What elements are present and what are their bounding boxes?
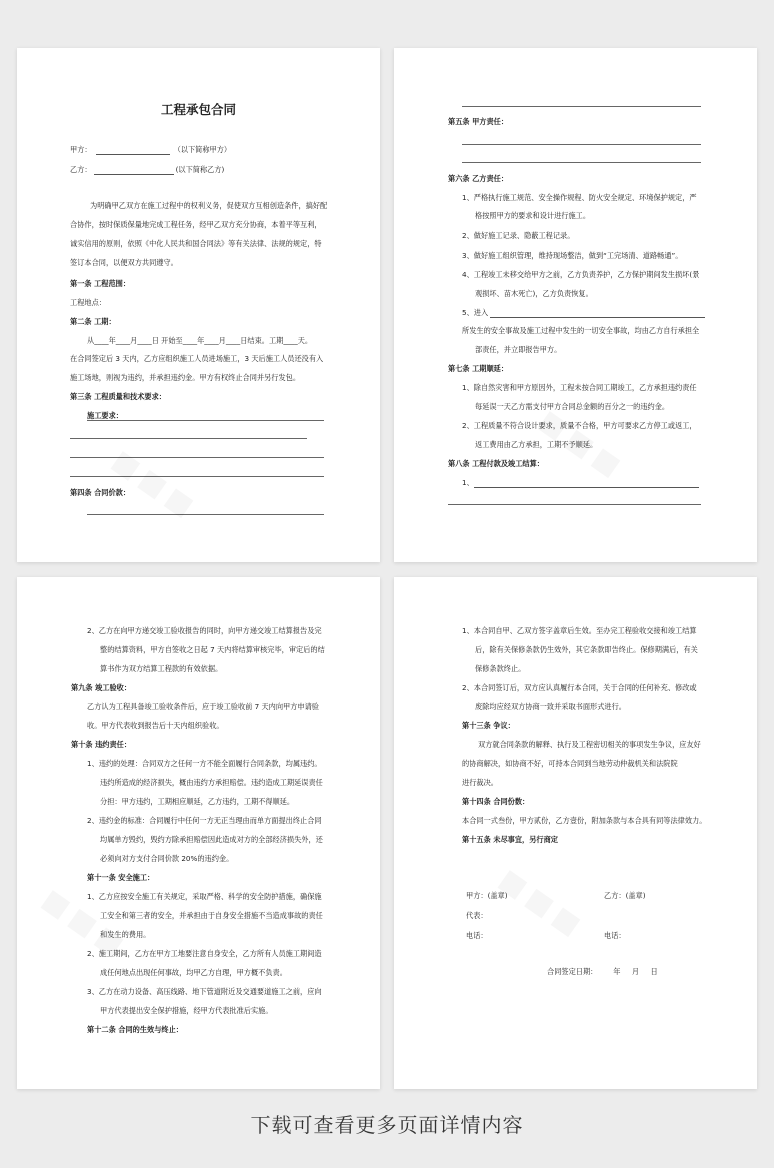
- acceptance-line-1: 乙方认为工程具备竣工验收条件后，应于竣工验收前 7 天内向甲方申请验: [87, 702, 319, 711]
- period-line-2: 在合同签定后 3 天内，乙方应组织施工人员进场施工，3 天后施工人员还没有入: [70, 354, 324, 363]
- blank-line: [70, 476, 324, 477]
- document-page-3: [17, 577, 380, 1089]
- duty-2: 2、做好施工记录、隐蔽工程记录。: [462, 231, 575, 240]
- site-label: 工程地点：: [70, 298, 106, 307]
- duty-5: 5、进入: [462, 307, 705, 318]
- representative-label: 代表：: [466, 911, 488, 920]
- period-line-3: 施工场地，则视为违约，并承担违约金。甲方有权终止合同并另行发包。: [70, 373, 301, 382]
- blank-line: [462, 106, 701, 107]
- delay-2b: 返工费用由乙方承担，工期不予顺延。: [475, 440, 598, 449]
- blank-line: [70, 438, 307, 439]
- period-line: 从____年____月____日 开始至____年____月____日结束。工期____天。: [87, 336, 313, 345]
- duty-5b: 所发生的安全事故及施工过程中发生的一切安全事故，均由乙方自行承担全: [462, 326, 700, 335]
- safety-line-7: 甲方代表提出安全保护措施，经甲方代表批准后实施。: [100, 1006, 273, 1015]
- safety-line-6: 3、乙方在动力设备、高压线路、地下管道附近及交通要道施工之前，应向: [87, 987, 322, 996]
- settlement-line-3: 算书作为双方结算工程款的有效依据。: [100, 664, 223, 673]
- article-11-heading: 第十一条 安全施工：: [87, 873, 155, 882]
- settlement-line-2: 整的结算资料，甲方自签收之日起 7 天内将结算审核完毕，审定后的结: [100, 645, 325, 654]
- intro-line-1: 为明确甲乙双方在施工过程中的权利义务，促使双方互相创造条件，搞好配: [90, 201, 328, 210]
- party-b-label: 乙方： (以下简称乙方): [70, 165, 225, 174]
- watermark: [493, 862, 592, 945]
- breach-line-1: 1、违约的处理：合同双方之任何一方不能全面履行合同条款，均属违约。: [87, 759, 322, 768]
- breach-line-6: 必须向对方支付合同价款 20%的违约金。: [100, 854, 234, 863]
- dispute-line-1: 双方就合同条款的解释、执行及工程密切相关的事项发生争议，应友好: [478, 740, 701, 749]
- article-3-heading: 第三条 工程质量和技术要求：: [70, 392, 166, 401]
- safety-line-4: 2、施工期间，乙方在甲方工地要注意自身安全，乙方所有人员施工期间造: [87, 949, 322, 958]
- duty-5c: 部责任，并立即报告甲方。: [475, 345, 562, 354]
- phone-label-a: 电话：: [466, 931, 488, 940]
- breach-line-2: 违约所造成的经济损失，概由违约方承担赔偿。违约造成工期延误责任: [100, 778, 323, 787]
- duty-3: 3、做好施工组织管理，维持现场整洁，做到“工完场清、道路畅通”。: [462, 251, 683, 260]
- phone-label-b: 电话：: [604, 931, 626, 940]
- article-7-heading: 第七条 工期顺延：: [448, 364, 509, 373]
- article-13-heading: 第十三条 争议：: [462, 721, 515, 730]
- article-6-heading: 第六条 乙方责任：: [448, 174, 509, 183]
- validity-line-3: 保修条款终止。: [475, 664, 526, 673]
- validity-line-4: 2、本合同签订后，双方应认真履行本合同，关于合同的任何补充、修改或: [462, 683, 697, 692]
- document-page-4: [394, 577, 757, 1089]
- breach-line-3: 分担：甲方违约，工期相应顺延，乙方违约，工期不得顺延。: [100, 797, 295, 806]
- intro-line-4: 签订本合同，以便双方共同遵守。: [70, 258, 178, 267]
- validity-line-5: 废除均应经双方协商一致并采取书面形式进行。: [475, 702, 626, 711]
- dispute-line-2: 的协商解决，如协商不好，可持本合同到当地劳动仲裁机关和法院院: [462, 759, 678, 768]
- article-9-heading: 第九条 竣工验收：: [71, 683, 132, 692]
- duty-1a: 1、严格执行施工规范、安全操作规程、防火安全规定、环境保护规定，严: [462, 193, 697, 202]
- article-10-heading: 第十条 违约责任：: [71, 740, 132, 749]
- article-14-heading: 第十四条 合同份数：: [462, 797, 530, 806]
- delay-1b: 每延误一天乙方需支付甲方合同总金额的百分之一的违约金。: [475, 402, 670, 411]
- breach-line-5: 均属单方毁约，毁约方除承担赔偿因此造成对方的全部经济损失外，还: [100, 835, 323, 844]
- blank-line: [462, 162, 701, 163]
- download-more-text: 下载可查看更多页面详情内容: [250, 1113, 524, 1137]
- duty-1b: 格按照甲方的要求和设计进行施工。: [475, 211, 591, 220]
- article-2-heading: 第二条 工期：: [70, 317, 116, 326]
- article-15-heading: 第十五条 未尽事宜，另行商定: [462, 835, 558, 844]
- copies-line: 本合同一式叁份，甲方贰份，乙方壹份，附加条款与本合具有同等法律效力。: [462, 816, 707, 825]
- article-5-heading: 第五条 甲方责任：: [448, 117, 509, 126]
- document-title: 工程承包合同: [160, 102, 236, 117]
- validity-line-2: 后，除有关保修条款仍生效外，其它条款即告终止。保修期满后，有关: [475, 645, 698, 654]
- signature-party-a: 甲方：(盖章): [466, 891, 508, 900]
- article-1-heading: 第一条 工程范围：: [70, 279, 131, 288]
- intro-line-2: 合协作，按时保质保量地完成工程任务，经甲乙双方充分协商，本着平等互利，: [70, 220, 322, 229]
- payment-1: 1、: [462, 477, 699, 488]
- safety-line-5: 成任何地点出现任何事故，均甲乙方自理，甲方概不负责。: [100, 968, 287, 977]
- intro-line-3: 诚实信用的原则，依照《中化人民共和国合同法》等有关法律、法规的规定，特: [70, 239, 322, 248]
- duty-4b: 观损坏、苗木死亡)，乙方负责恢复。: [475, 289, 593, 298]
- party-a-label: 甲方： （以下简称甲方）: [70, 145, 232, 154]
- document-page-1: [17, 48, 380, 562]
- signing-date: 合同签定日期： 年 月 日: [547, 967, 658, 976]
- acceptance-line-2: 收。甲方代表收到报告后十天内组织验收。: [87, 721, 224, 730]
- article-4-heading: 第四条 合同价款：: [70, 488, 131, 497]
- blank-line: [87, 514, 324, 515]
- article-12-heading: 第十二条 合同的生效与终止：: [87, 1025, 183, 1034]
- blank-line: [448, 504, 701, 505]
- blank-line: [70, 457, 324, 458]
- requirements-label: 施工要求：: [87, 411, 123, 420]
- article-8-heading: 第八条 工程付款及竣工结算：: [448, 459, 544, 468]
- delay-2a: 2、工程质量不符合设计要求，质量不合格，甲方可要求乙方停工或返工，: [462, 421, 697, 430]
- safety-line-2: 工安全和第三者的安全，并承担由于自身安全措施不当造成事故的责任: [100, 911, 323, 920]
- blank-line: [462, 144, 701, 145]
- settlement-line-1: 2、乙方在向甲方递交竣工验收报告的同时，向甲方递交竣工结算报告及完: [87, 626, 322, 635]
- document-page-2: [394, 48, 757, 562]
- delay-1a: 1、除自然灾害和甲方原因外，工程未按合同工期竣工，乙方承担违约责任: [462, 383, 697, 392]
- validity-line-1: 1、本合同自甲、乙双方签字盖章后生效。至办完工程验收交接和竣工结算: [462, 626, 697, 635]
- safety-line-1: 1、乙方应按安全施工有关规定，采取严格、科学的安全防护措施，确保施: [87, 892, 322, 901]
- duty-4a: 4、工程竣工未移交给甲方之前，乙方负责养护，乙方保护期间发生损坏(景: [462, 270, 700, 279]
- dispute-line-3: 进行裁决。: [462, 778, 498, 787]
- breach-line-4: 2、违约金的标准：合同履行中任何一方无正当理由而单方面提出终止合同: [87, 816, 322, 825]
- signature-party-b: 乙方：(盖章): [604, 891, 646, 900]
- blank-line: [87, 420, 324, 421]
- safety-line-3: 和发生的费用。: [100, 930, 151, 939]
